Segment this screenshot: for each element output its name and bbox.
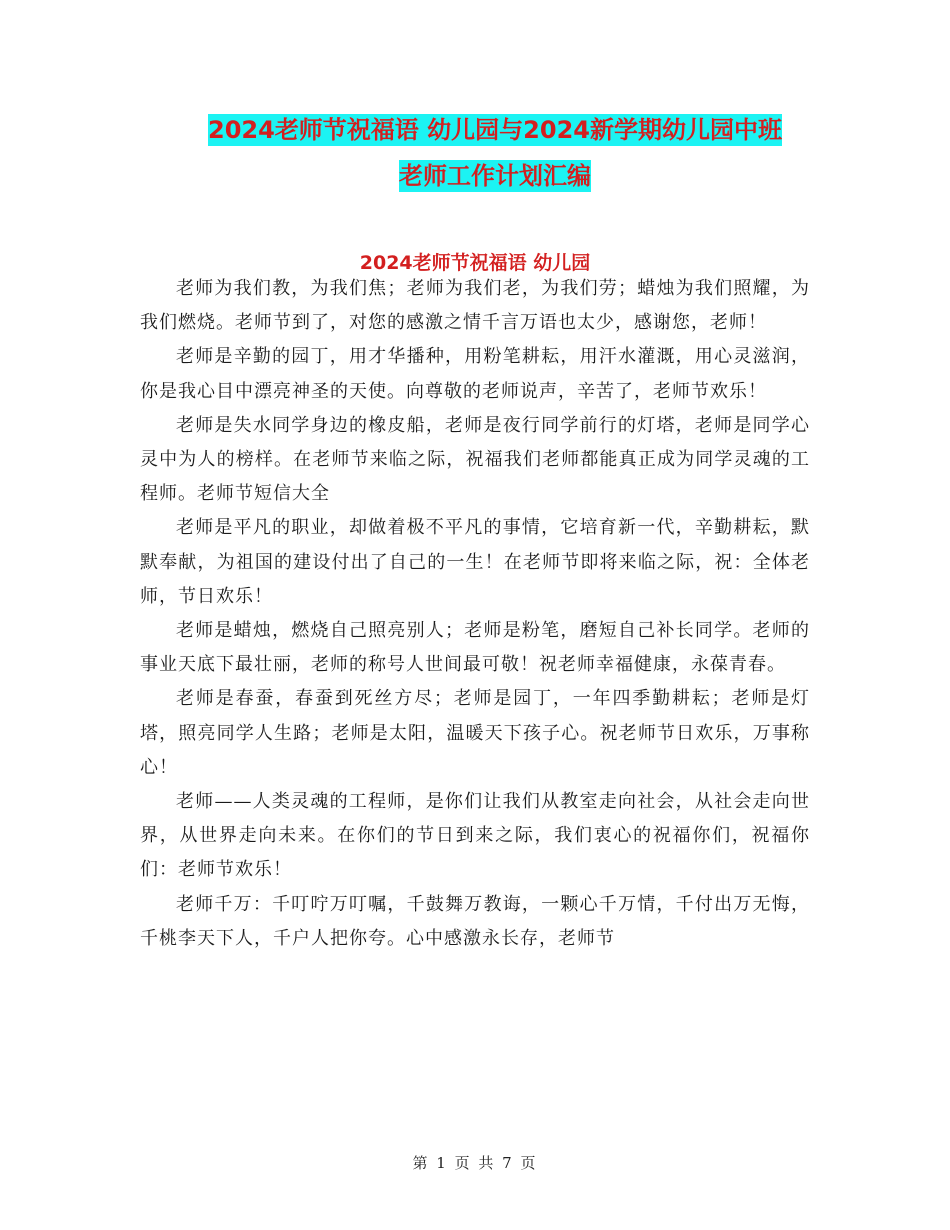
- document-title-line-1: [150, 108, 840, 152]
- paragraph-1: 老师为我们教，为我们焦；老师为我们老，为我们劳；蜡烛为我们照耀，为我们燃烧。老师节到了，对您的感激之情千言万语也太少，感谢您，老师！: [140, 278, 810, 334]
- paragraph-5: 老师是蜡烛，燃烧自己照亮别人；老师是粉笔，磨短自己补长同学。老师的事业天底下最壮丽，老师的称号人世间最可敬！祝老师幸福健康，永葆青春。: [140, 620, 810, 676]
- paragraph-2: 老师是辛勤的园丁，用才华播种，用粉笔耕耘，用汗水灌溉，用心灵滋润，你是我心目中漂亮神圣的天使。向尊敬的老师说声，辛苦了，老师节欢乐！: [140, 346, 810, 402]
- document-title-line-2: [150, 154, 840, 198]
- paragraph-4: 老师是平凡的职业，却做着极不平凡的事情，它培育新一代，辛勤耕耘，默默奉献，为祖国的建设付出了自己的一生！在老师节即将来临之际，祝：全体老师，节日欢乐！: [140, 517, 810, 607]
- paragraph-8: 老师千万：千叮咛万叮嘱，千鼓舞万教诲，一颗心千万情，千付出万无悔，千桃李天下人，千户人把你夸。心中感激永长存，老师节: [140, 893, 810, 949]
- paragraph-6: 老师是春蚕，春蚕到死丝方尽；老师是园丁，一年四季勤耕耘；老师是灯塔，照亮同学人生路；老师是太阳，温暖天下孩子心。祝老师节日欢乐，万事称心！: [140, 688, 810, 778]
- paragraph-3: 老师是失水同学身边的橡皮船，老师是夜行同学前行的灯塔，老师是同学心灵中为人的榜样。在老师节来临之际，祝福我们老师都能真正成为同学灵魂的工程师。老师节短信大全: [140, 414, 810, 505]
- body-text: [140, 272, 810, 956]
- paragraph-7: 老师——人类灵魂的工程师，是你们让我们从教室走向社会，从社会走向世界，从世界走向未来。在你们的节日到来之际，我们衷心的祝福你们，祝福你们：老师节欢乐！: [140, 791, 810, 881]
- section-heading: 2024老师节祝福语 幼儿园: [359, 252, 591, 274]
- title-highlight-1: 2024老师节祝福语 幼儿园与2024新学期幼儿园中班: [208, 116, 782, 144]
- page-footer: 第 1 页 共 7 页: [412, 1154, 538, 1172]
- title-highlight-2: 老师工作计划汇编: [399, 162, 591, 190]
